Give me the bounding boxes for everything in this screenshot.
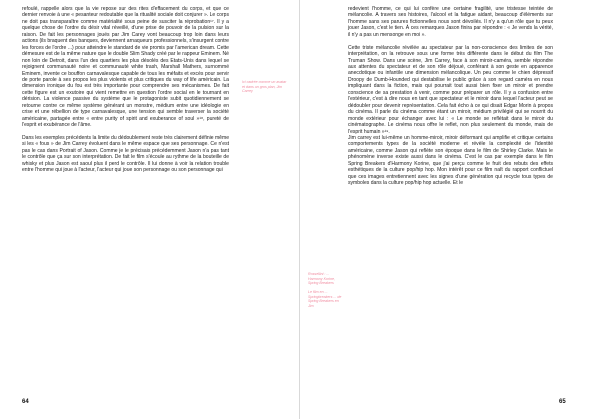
right-margin-note-1: Rossellini : ... Harmony Korine, Spring Breakers: [308, 272, 335, 285]
left-paragraph-1: refoulé, rappelle alors que la vie repose sur des rites d'effacement du corps, et que ce dernier renvoie à une « pesanteur redoutable que la ritualité sociale doit conjurer ». Le corps ne doit pas transparaître comme matérialité sous peine de susciter la réprobation¹⁷. Il y a quelque chose de l'ordre du désir vital réveillé, d'une prise de pouvoir de la pulsion sur la raison. De fait les personnages joués par Jim Carey vont beaucoup trop loin dans leurs actions (ils braquent des banques, deviennent arnaqueurs professionnels, s'insurgent contre les forces de l'ordre ...) pour atteindre le standard de vie promis par l'american dream. Cette démesure est de la même nature que le double Slim Shady créé par le rappeur Eminem. Né non loin de Detroit, dans l'un des quartiers les plus désolés des Etats-Unis dans lequel se rejoignent communauté noire et communauté white trash, Marshall Mathers, surnommé Eminem, invente ce bouffon carnavalesque capable de tous les méfaits et excès pour servir de porte parole à ses propos les plus violents et plus critiques du way of life américain. La dimension ironique du fou est très importante pour comprendre ses mécanismes. De fait cette figure est un exutoire qui vient remettre en question l'ordre social en le tournant en dérision. La violence passive du système que le protagoniste subit quotidiennement se retourne contre ce même système générant un monstre, médium entre une idéologie en crise et une rébellion de type carnavalesque, une tension qui semble traverser la société américaine, partagée entre « entre purity of spirit and exuberance of soul »¹⁸, pureté de l'esprit et exubérance de l'âme.: [22, 6, 229, 129]
left-text-column: [22, 6, 229, 174]
left-paragraph-2: Dans les exemples précédents la limite du dédoublement reste très clairement définie même si les « fous » de Jim Carrey évoluent dans le même espace que ses personnage. Ce n'est pas le cas dans Portrait of Jason. Comme je le précisais précédemment Jason n'a pas tant le contrôle que ça sur son interprétation. De fait le film s'écoule au rythme de la bouteille de whisky et plus Jason est saoul plus il perd le contrôle. Il lui donne à voir la relation trouble entre l'homme qui joue à l'acteur, l'acteur qui joue son personnage ou son personnage qui: [22, 135, 229, 174]
right-text-column: [348, 6, 553, 187]
right-paragraph-1: redevient l'homme, ce qui lui confère une certaine fragilité, une tristesse teintée de mélancolie. A travers ses histoires, l'alcool et la fatigue aidant, beaucoup d'éléments sur l'homme sans ses parures fictionnelles nous sont dévoilés. Il n'y a qu'un rôle que tu peux jouer Jason, c'est le tien. À ces remarques Jason finira par répondre : « Je vends la vérité, il n'y a pas un mensonge en moi ».: [348, 6, 553, 38]
left-margin-note: Ici cadrée comme un avatar et dans un gros plan, Jim Carrey: [242, 80, 287, 93]
right-page-number: 65: [559, 399, 566, 405]
right-page: [300, 0, 600, 419]
left-page-number: 64: [22, 399, 29, 405]
right-margin-note-2: Le film en ... Springbreakers ... de Spring Breakers en Jim: [308, 290, 342, 308]
right-paragraph-2: Cette triste mélancolie révélée au spectateur par la non-conscience des limites de son interprétation, on la retrouve sous une forme très différente dans le début du film The Truman Show. Dans une scène, Jim Carrey, face à son miroir-caméra, semble répondre aux attentes du spectateur et de son rôle déjoué, conférant à son geste en apparence anecdotique ou infantile une dimension mélancolique. Un peu comme le chien dépressif Droopy de Dumb-Hounded qui destabilise le public grâce à son regard caméra en nous impliquant dans la fiction, mais qui pourrait tout aussi bien fixer un miroir et prendre conscience de sa prestation à venir, comme pour préparer un rôle. Il y a confusion entre l'extérieur, c'est à dire nous en tant que spectateur et le miroir dans lequel l'acteur peut se dédoubler pour devenir représentation. Cela fait écho à ce qui disait Edgar Morin à propos du cinéma. Il parle du cinéma comme étant un miroir, médium privilégié qui se nourrit du monde extérieur pour échanger avec lui : « Le monde se reflétait dans le miroir du cinématographe. Le cinéma nous offre le reflet, non plus seulement du monde, mais de l'esprit humain »¹⁹.: [348, 44, 553, 135]
right-paragraph-3: Jim carrey est lui-même un homme-miroir, miroir déformant qui amplifie et critique certains comportements types de la société moderne et révèle la complexité de l'identité américaine, comme Jason qui reflète son époque dans le film de Shirley Clarke. Mais le phénomène inverse existe aussi dans le cinéma. C'est le cas par exemple dans le film Spring Breakers d'Harmony Korine, que j'ai perçu comme le fruit des rebuts des effets esthétiques de la culture pop/hip hop. Mon intérêt pour ce film naît du rapport conflictuel que ces images entretiennent avec les signes d'une génération qui recycle tous types de symboles dans la culture pop/hip hop actuelle. Et le: [348, 135, 553, 187]
